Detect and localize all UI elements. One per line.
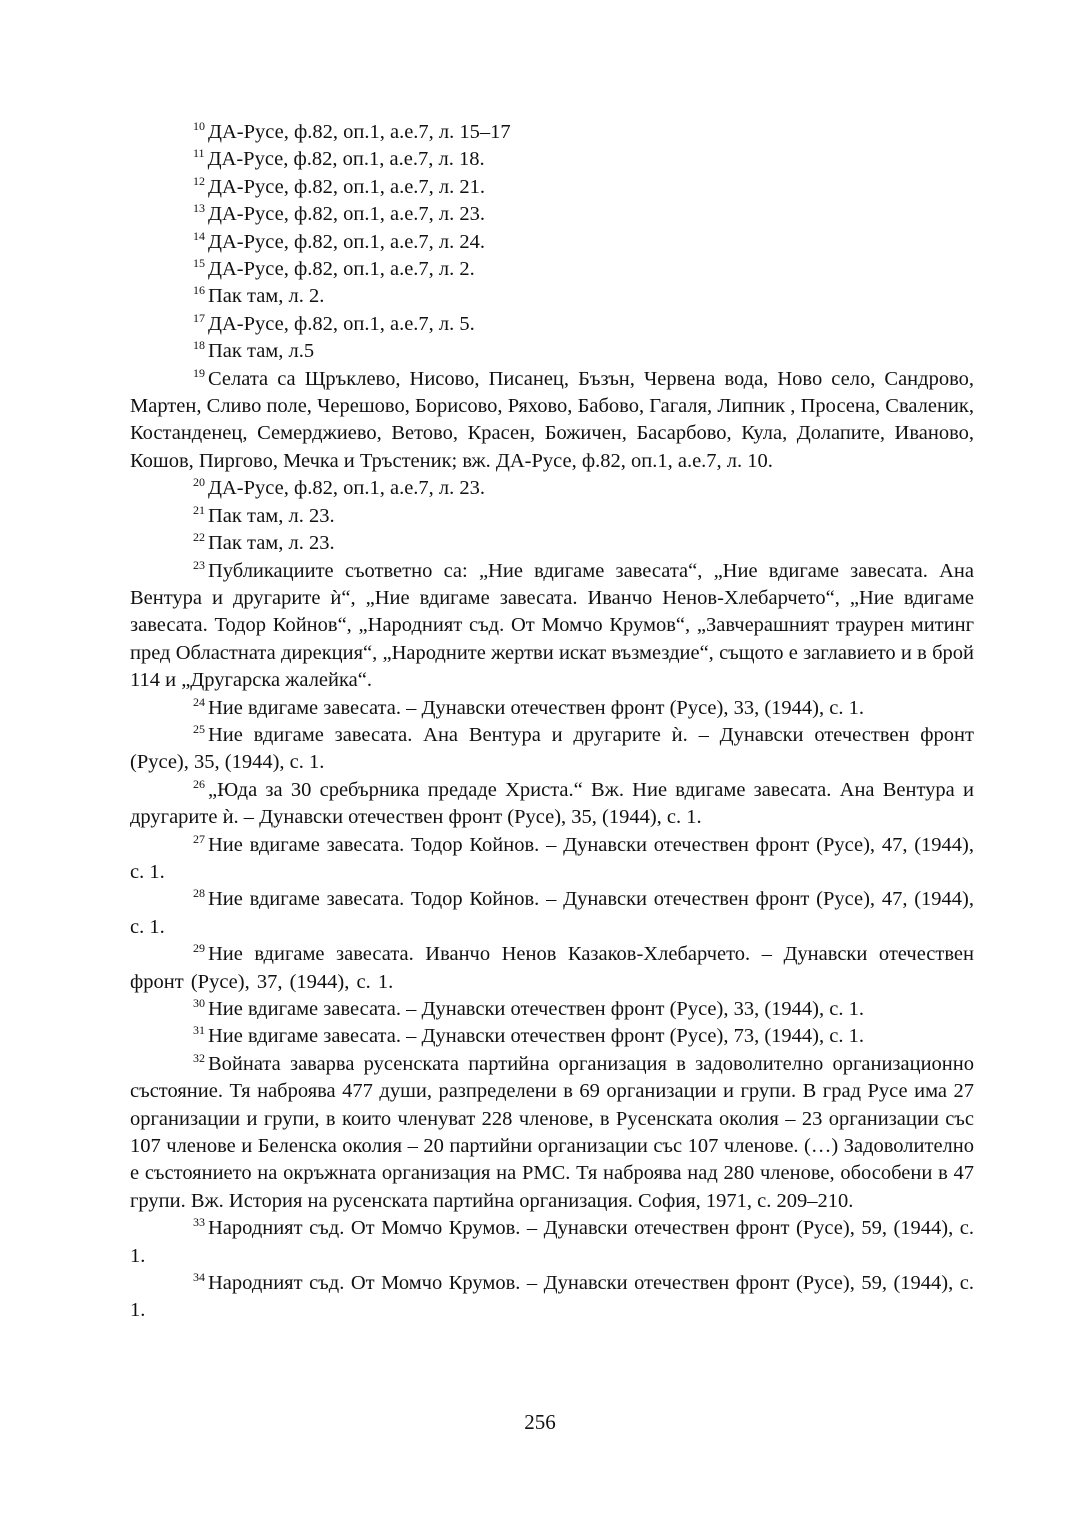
footnote-number: 28 bbox=[193, 886, 205, 901]
footnote-text: Ние вдигаме завесата. Тодор Койнов. – Дунавски отечествен фронт (Русе), 47, (1944), с. 1. bbox=[130, 888, 974, 938]
footnote-23 bbox=[130, 558, 974, 695]
footnote-text: Пак там, л. 23. bbox=[208, 504, 335, 527]
footnote-text: ДА-Русе, ф.82, оп.1, а.е.7, л. 15–17 bbox=[208, 121, 511, 143]
footnote-number: 24 bbox=[193, 694, 205, 709]
footnote-text: ДА-Русе, ф.82, оп.1, а.е.7, л. 23. bbox=[208, 477, 486, 500]
footnote-34 bbox=[130, 1270, 974, 1325]
footnote-text: Ние вдигаме завесата. – Дунавски отечествен фронт (Русе), 33, (1944), с. 1. bbox=[208, 696, 864, 719]
footnote-number: 23 bbox=[193, 557, 205, 572]
footnote-number: 16 bbox=[193, 283, 205, 298]
footnote-number: 29 bbox=[193, 941, 205, 956]
footnote-text: Ние вдигаме завесата. Иванчо Ненов Казаков-Хлебарчето. – Дунавски отечествен фронт (Русе), 37, (1944), с. 1. bbox=[130, 943, 974, 993]
footnote-text: ДА-Русе, ф.82, оп.1, а.е.7, л. 2. bbox=[208, 258, 475, 281]
footnote-26 bbox=[130, 777, 974, 832]
footnote-12 bbox=[130, 174, 974, 201]
footnote-20 bbox=[130, 475, 974, 502]
footnote-33 bbox=[130, 1215, 974, 1270]
footnote-text: ДА-Русе, ф.82, оп.1, а.е.7, л. 21. bbox=[208, 175, 486, 198]
footnote-text: Селата са Щръклево, Нисово, Писанец, Бъзън, Червена вода, Ново село, Сандрово, Мартен, Сливо поле, Черешово, Борисово, Ряхово, Бабово, Гагаля, Липник , Просена, Сваленик, Костанденец, Семерджиево, Ветово, Красен, Божичен, Басарбово, Кула, Долапите, Иваново, Кошов, Пиргово, Мечка и Тръстеник; вж. ДА-Русе, ф.82, оп.1, а.е.7, л. 10. bbox=[130, 367, 974, 472]
footnote-32 bbox=[130, 1051, 974, 1215]
footnote-text: ДА-Русе, ф.82, оп.1, а.е.7, л. 23. bbox=[208, 203, 486, 226]
footnote-17 bbox=[130, 311, 974, 338]
footnote-30 bbox=[130, 996, 974, 1023]
footnote-text: Народният съд. От Момчо Крумов. – Дунавски отечествен фронт (Русе), 59, (1944), с. 1. bbox=[130, 1217, 974, 1267]
footnote-19 bbox=[130, 366, 974, 476]
footnote-text: ДА-Русе, ф.82, оп.1, а.е.7, л. 18. bbox=[207, 148, 485, 171]
footnote-24 bbox=[130, 695, 974, 722]
footnote-text: Пак там, л. 2. bbox=[208, 285, 325, 308]
footnote-number: 15 bbox=[193, 256, 205, 271]
footnote-28 bbox=[130, 886, 974, 941]
footnote-16 bbox=[130, 283, 974, 310]
footnote-14 bbox=[130, 229, 974, 256]
footnote-number: 26 bbox=[193, 776, 205, 791]
footnote-text: Ние вдигаме завесата. – Дунавски отечествен фронт (Русе), 33, (1944), с. 1. bbox=[208, 998, 864, 1020]
footnote-number: 33 bbox=[193, 1215, 205, 1230]
footnote-text: Ние вдигаме завесата. – Дунавски отечествен фронт (Русе), 73, (1944), с. 1. bbox=[208, 1025, 864, 1048]
footnote-31 bbox=[130, 1023, 974, 1050]
page-number: 256 bbox=[524, 1410, 556, 1434]
footnote-number: 17 bbox=[193, 310, 205, 325]
footnote-text: Народният съд. От Момчо Крумов. – Дунавски отечествен фронт (Русе), 59, (1944), с. 1. bbox=[130, 1272, 974, 1322]
footnote-text: Пак там, л.5 bbox=[208, 340, 315, 363]
footnote-text: Войната заварва русенската партийна организация в задоволително организационно състояние. Тя наброява 477 души, разпределени в 69 организации и групи. В град Русе има 27 организации и групи, в които членуват 228 членове, в Русенската околия – 23 организации със 107 членове и Беленска околия – 20 партийни организации със 107 членове. (…) Задоволително е състоянието на окръжната организация на РМС. Тя наброява над 280 членове, обособени в 47 групи. Вж. История на русенската партийна организация. София, 1971, с. 209–210. bbox=[130, 1052, 974, 1212]
footnote-text: „Юда за 30 сребърника предаде Христа.“ Вж. Ние вдигаме завесата. Ана Вентура и другарите ѝ. – Дунавски отечествен фронт (Русе), 35, (1944), с. 1. bbox=[130, 778, 974, 829]
footnote-29 bbox=[130, 941, 974, 996]
footnote-number: 18 bbox=[193, 338, 205, 353]
footnote-21 bbox=[130, 503, 974, 530]
footnote-13 bbox=[130, 201, 974, 228]
footnote-number: 22 bbox=[193, 530, 205, 545]
footnote-number: 34 bbox=[193, 1270, 205, 1285]
footnote-text: Ние вдигаме завесата. Тодор Койнов. – Дунавски отечествен фронт (Русе), 47, (1944), с. 1. bbox=[130, 833, 974, 883]
footnote-18 bbox=[130, 338, 974, 365]
footnote-number: 31 bbox=[193, 1023, 205, 1038]
footnote-number: 25 bbox=[193, 721, 205, 736]
footnote-number: 30 bbox=[193, 996, 205, 1010]
footnote-number: 27 bbox=[193, 831, 205, 846]
footnote-text: Публикациите съответно са: „Ние вдигаме завесата“, „Ние вдигаме завесата. Ана Вентура и другарите ѝ“, „Ние вдигаме завесата. Иванчо Ненов-Хлебарчето“, „Ние вдигаме завесата. Тодор Койнов“, „Народният съд. От Момчо Крумов“, „Завчерашният траурен митинг пред Областната дирекция“, „Народните жертви искат възмездие“, същото е заглавието и в брой 114 и „Другарска жалейка“. bbox=[130, 559, 974, 692]
footnote-text: ДА-Русе, ф.82, оп.1, а.е.7, л. 24. bbox=[208, 230, 486, 253]
footnote-number: 20 bbox=[193, 475, 205, 490]
footnote-text: ДА-Русе, ф.82, оп.1, а.е.7, л. 5. bbox=[208, 312, 475, 335]
footnote-number: 11 bbox=[193, 146, 205, 161]
footnote-10 bbox=[130, 119, 974, 146]
footnote-text: Пак там, л. 23. bbox=[208, 532, 335, 555]
footnote-27 bbox=[130, 832, 974, 887]
footnote-11 bbox=[130, 146, 974, 173]
footnote-number: 14 bbox=[193, 228, 205, 243]
footnotes-section bbox=[130, 119, 974, 1325]
footnote-number: 21 bbox=[193, 502, 205, 517]
footnote-number: 19 bbox=[193, 365, 205, 380]
footnote-number: 13 bbox=[193, 201, 205, 216]
footnote-25 bbox=[130, 722, 974, 777]
footnote-22 bbox=[130, 530, 974, 557]
footnote-text: Ние вдигаме завесата. Ана Вентура и другарите ѝ. – Дунавски отечествен фронт (Русе), 35, (1944), с. 1. bbox=[130, 723, 974, 774]
footnote-15 bbox=[130, 256, 974, 283]
footnote-number: 10 bbox=[193, 119, 205, 133]
footnote-number: 12 bbox=[193, 173, 205, 188]
footnote-number: 32 bbox=[193, 1050, 205, 1065]
